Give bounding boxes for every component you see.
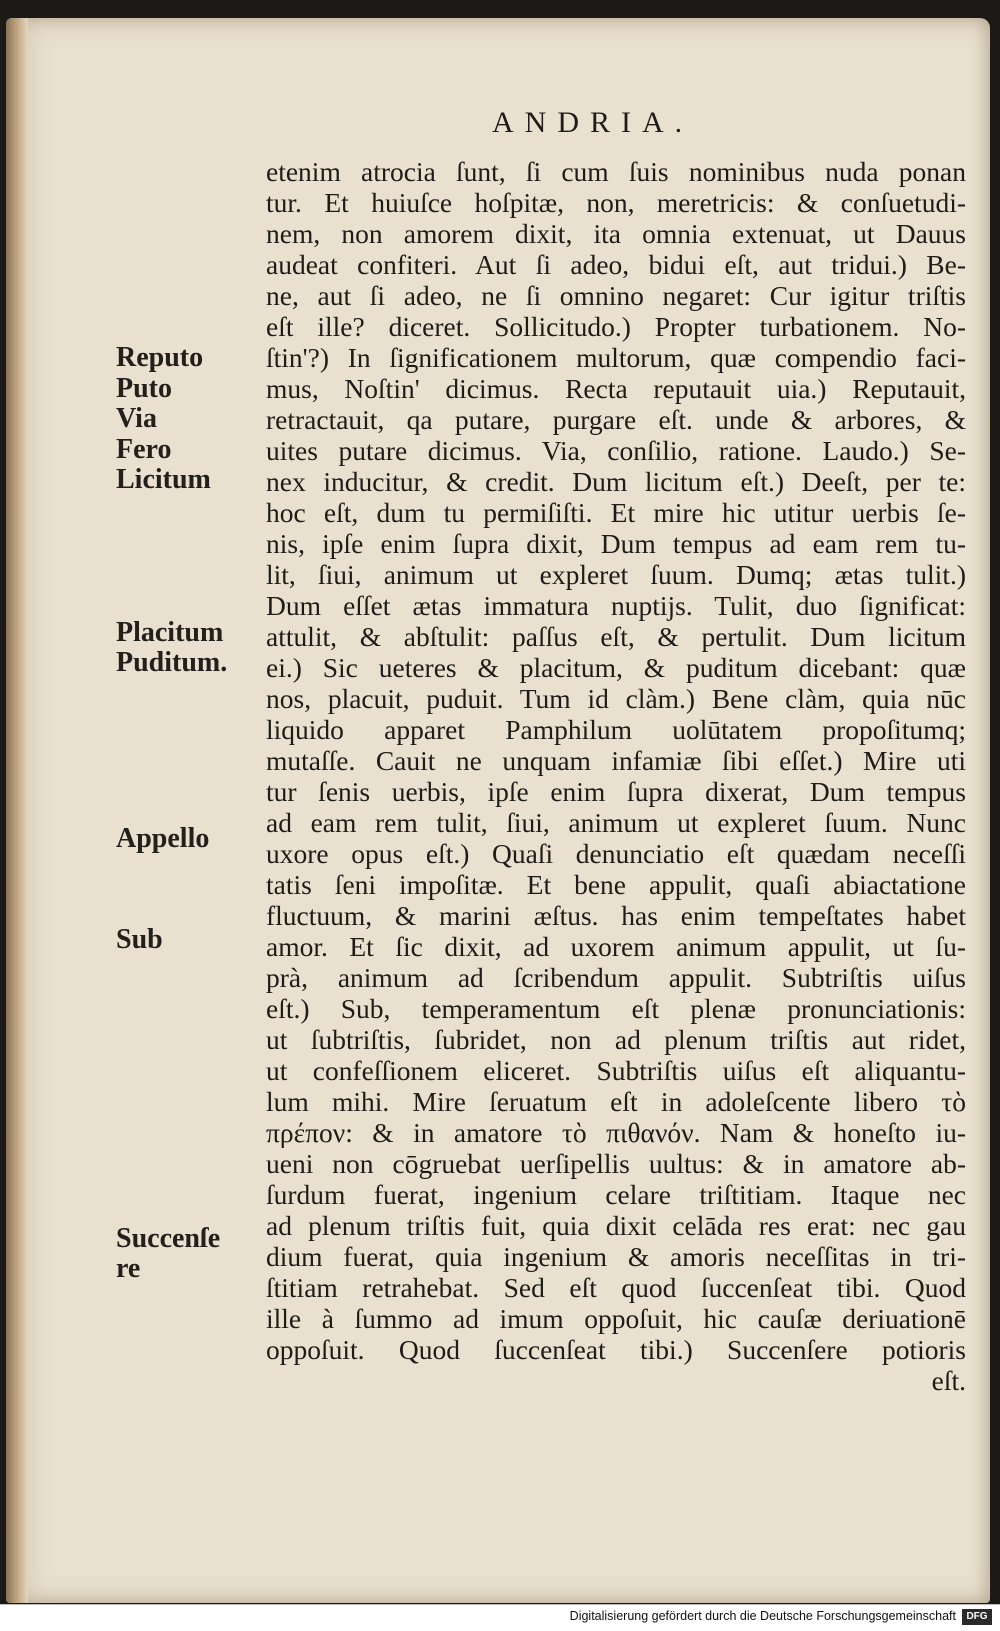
text-line: lum mihi. Mire ſeruatum eſt in adoleſcente libero τὸ	[266, 1086, 966, 1117]
text-line: prà, animum ad ſcribendum appulit. Subtriſtis uiſus	[266, 962, 966, 993]
text-line: ne, aut ſi adeo, ne ſi omnino negaret: Cur igitur triſtis	[266, 280, 966, 311]
funding-credit: Digitalisierung gefördert durch die Deutsche Forschungsgemeinschaft	[569, 1609, 956, 1623]
text-line: nem, non amorem dixit, ita omnia extenuat, ut Dauus	[266, 218, 966, 249]
text-line: oppoſuit. Quod ſuccenſeat tibi.) Succenſere potioris	[266, 1334, 966, 1365]
text-line: ſurdum fuerat, ingenium celare triſtitiam. Itaque nec	[266, 1179, 966, 1210]
dfg-logo: DFG	[962, 1609, 992, 1625]
margin-note: Appello	[116, 823, 210, 854]
text-line-catchword: eſt.	[931, 1365, 966, 1396]
margin-note: Via	[116, 403, 157, 434]
commentary-text	[266, 156, 966, 1396]
text-line: uxore opus eſt.) Quaſi denunciatio eſt quædam neceſſi	[266, 838, 966, 869]
text-line: mutaſſe. Cauit ne unquam infamiæ ſibi eſſet.) Mire uti	[266, 745, 966, 776]
text-line: attulit, & abſtulit: paſſus eſt, & pertulit. Dum licitum	[266, 621, 966, 652]
margin-note: Fero	[116, 434, 172, 465]
margin-note: Puditum.	[116, 647, 228, 678]
text-line: amor. Et ſic dixit, ad uxorem animum appulit, ut ſu-	[266, 931, 966, 962]
running-head: ANDRIA.	[492, 106, 694, 139]
text-line: tatis ſeni impoſitæ. Et bene appulit, quaſi abiactatione	[266, 869, 966, 900]
text-line: ille à ſummo ad imum oppoſuit, hic cauſæ deriuationē	[266, 1303, 966, 1334]
text-line: ſtin'?) In ſignificationem multorum, quæ compendio faci-	[266, 342, 966, 373]
text-line: tur. Et huiuſce hoſpitæ, non, meretricis: & conſuetudi-	[266, 187, 966, 218]
text-line: eſt.) Sub, temperamentum eſt plenæ pronunciationis:	[266, 993, 966, 1024]
page-gutter	[6, 18, 28, 1603]
margin-note: Licitum	[116, 464, 211, 495]
text-line: fluctuum, & marini æſtus. has enim tempeſtates habet	[266, 900, 966, 931]
digitization-footer	[0, 1604, 1000, 1631]
text-line: nex inducitur, & credit. Dum licitum eſt.) Deeſt, per te:	[266, 466, 966, 497]
text-line: eſt ille? diceret. Sollicitudo.) Propter turbationem. No-	[266, 311, 966, 342]
text-line: tur ſenis uerbis, ipſe enim ſupra dixerat, Dum tempus	[266, 776, 966, 807]
text-line: ad eam rem tulit, ſiui, animum ut expleret ſuum. Nunc	[266, 807, 966, 838]
text-line: ſtitiam retrahebat. Sed eſt quod ſuccenſeat tibi. Quod	[266, 1272, 966, 1303]
margin-note: Puto	[116, 373, 172, 404]
margin-note: Sub	[116, 924, 163, 955]
text-line: mus, Noſtin' dicimus. Recta reputauit uia.) Reputauit,	[266, 373, 966, 404]
text-line: nos, placuit, puduit. Tum id clàm.) Bene clàm, quia nūc	[266, 683, 966, 714]
text-line: retractauit, qa putare, purgare eſt. unde & arbores, &	[266, 404, 966, 435]
text-line: etenim atrocia ſunt, ſi cum ſuis nominibus nuda ponan	[266, 156, 966, 187]
text-line: liquido apparet Pamphilum uolūtatem propoſitumq;	[266, 714, 966, 745]
text-line: πρέπον: & in amatore τὸ πιθανόν. Nam & honeſto iu-	[266, 1117, 966, 1148]
margin-note: Reputo	[116, 342, 204, 373]
book-page	[6, 18, 990, 1603]
text-line: nis, ipſe enim ſupra dixit, Dum tempus ad eam rem tu-	[266, 528, 966, 559]
text-line: hoc eſt, dum tu permiſiſti. Et mire hic utitur uerbis ſe-	[266, 497, 966, 528]
text-line: Dum eſſet ætas immatura nuptijs. Tulit, duo ſignificat:	[266, 590, 966, 621]
text-line: audeat confiteri. Aut ſi adeo, bidui eſt, aut tridui.) Be-	[266, 249, 966, 280]
margin-note: Placitum	[116, 617, 224, 648]
text-line: ei.) Sic ueteres & placitum, & puditum dicebant: quæ	[266, 652, 966, 683]
margin-note: Succenſe re	[116, 1223, 221, 1284]
text-line: lit, ſiui, animum ut expleret ſuum. Dumq; ætas tulit.)	[266, 559, 966, 590]
text-line: ut confeſſionem eliceret. Subtriſtis uiſus eſt aliquantu-	[266, 1055, 966, 1086]
text-line: dium fuerat, quia ingenium & amoris neceſſitas in tri-	[266, 1241, 966, 1272]
text-line: ut ſubtriſtis, ſubridet, non ad plenum triſtis aut ridet,	[266, 1024, 966, 1055]
text-line: uites putare dicimus. Via, conſilio, ratione. Laudo.) Se-	[266, 435, 966, 466]
text-line: ueni non cōgruebat uerſipellis uultus: & in amatore ab-	[266, 1148, 966, 1179]
text-line: ad plenum triſtis fuit, quia dixit celāda res erat: nec gau	[266, 1210, 966, 1241]
